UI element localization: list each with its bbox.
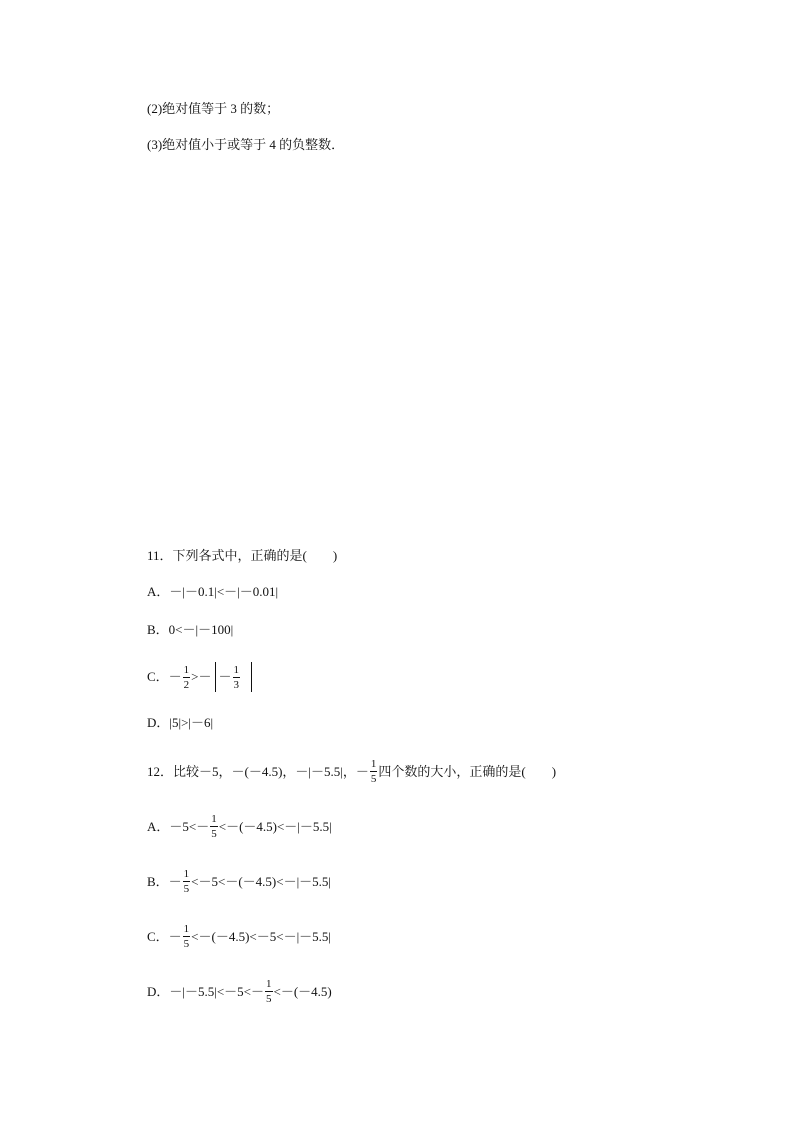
option-a-after: <－(－4.5)<－|－5.5| <box>218 818 332 834</box>
fraction-denominator: 2 <box>183 678 190 691</box>
question-12-option-d <box>147 978 332 1005</box>
fraction-denominator: 5 <box>370 773 377 785</box>
fraction-one-fifth <box>370 758 378 785</box>
fraction-numerator: 1 <box>183 663 190 676</box>
fraction-denominator: 3 <box>233 678 240 691</box>
fraction-one-fifth <box>210 813 218 840</box>
fraction-one-half <box>183 664 191 691</box>
fraction-numerator: 1 <box>233 663 240 676</box>
option-d-after: <－(－4.5) <box>273 983 332 999</box>
question-11-option-b: B．0<－|－100| <box>147 622 234 637</box>
fraction-one-fifth <box>265 978 273 1005</box>
question-11-option-c <box>147 662 255 692</box>
option-b-after: <－5<－(－4.5)<－|－5.5| <box>191 873 332 889</box>
fraction-one-fifth <box>183 923 191 950</box>
absolute-value <box>212 662 256 692</box>
fraction-denominator: 5 <box>183 883 190 895</box>
fraction-numerator: 1 <box>370 758 377 770</box>
abs-negative-sign: － <box>218 669 232 684</box>
option-a-before: A．－5<－ <box>147 818 210 834</box>
fraction-one-third <box>233 664 241 691</box>
question-12-stem <box>147 758 556 785</box>
stem-after: 四个数的大小，正确的是( ) <box>378 763 557 779</box>
question-10-part-3: (3)绝对值小于或等于 4 的负整数． <box>147 137 345 152</box>
question-10-part-2: (2)绝对值等于 3 的数； <box>147 101 280 116</box>
fraction-numerator: 1 <box>183 868 190 880</box>
question-12-option-b <box>147 868 331 895</box>
question-11-option-a: A．－|－0.1|<－|－0.01| <box>147 584 279 599</box>
option-d-before: D．－|－5.5|<－5<－ <box>147 983 265 999</box>
fraction-numerator: 1 <box>183 923 190 935</box>
option-c-before: C．－ <box>147 928 182 944</box>
fraction-one-fifth <box>183 868 191 895</box>
fraction-denominator: 5 <box>183 938 190 950</box>
fraction-denominator: 5 <box>211 828 217 840</box>
question-12-option-a <box>147 813 332 840</box>
question-12-option-c <box>147 923 331 950</box>
option-c-middle: >－ <box>191 669 212 684</box>
abs-bar-right <box>251 662 252 692</box>
fraction-numerator: 1 <box>211 813 217 825</box>
question-11-stem: 11．下列各式中，正确的是( ) <box>147 548 338 563</box>
option-c-after: <－(－4.5)<－5<－|－5.5| <box>191 928 332 944</box>
question-11-option-d: D．|5|>|－6| <box>147 715 214 730</box>
fraction-numerator: 1 <box>266 978 272 990</box>
option-c-prefix: C．－ <box>147 669 182 684</box>
option-b-before: B．－ <box>147 873 182 889</box>
stem-before: 12．比较－5，－(－4.5)，－|－5.5|，－ <box>147 763 369 779</box>
fraction-denominator: 5 <box>266 993 272 1005</box>
abs-bar-left <box>215 662 216 692</box>
